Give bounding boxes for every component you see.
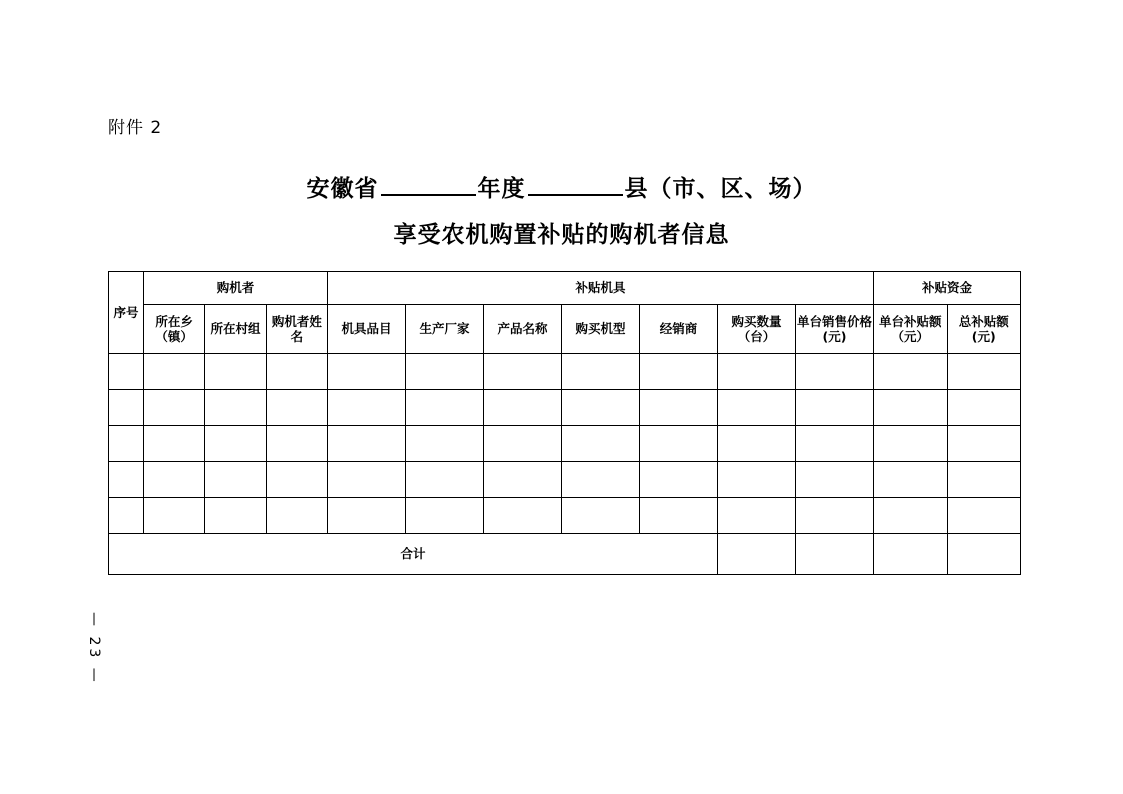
cell-model[interactable] bbox=[562, 498, 640, 534]
cell-dealer[interactable] bbox=[640, 354, 718, 390]
cell-dealer[interactable] bbox=[640, 390, 718, 426]
header-manufacturer: 生产厂家 bbox=[406, 305, 484, 354]
cell-quantity[interactable] bbox=[718, 462, 796, 498]
cell-serial[interactable] bbox=[109, 354, 144, 390]
title-province: 安徽省 bbox=[306, 176, 379, 202]
title-line-1 bbox=[0, 170, 1123, 203]
subsidy-buyer-table bbox=[108, 271, 1021, 575]
header-model: 购买机型 bbox=[562, 305, 640, 354]
cell-manufacturer[interactable] bbox=[406, 498, 484, 534]
header-product-name: 产品名称 bbox=[484, 305, 562, 354]
cell-unit-price[interactable] bbox=[796, 426, 874, 462]
cell-product-name[interactable] bbox=[484, 462, 562, 498]
header-buyer-name: 购机者姓名 bbox=[266, 305, 327, 354]
cell-serial[interactable] bbox=[109, 498, 144, 534]
page-title bbox=[0, 170, 1123, 249]
cell-quantity[interactable] bbox=[718, 426, 796, 462]
cell-buyer-name[interactable] bbox=[266, 498, 327, 534]
table-group-header-row bbox=[109, 272, 1021, 305]
cell-township[interactable] bbox=[144, 462, 205, 498]
header-dealer: 经销商 bbox=[640, 305, 718, 354]
cell-machine-category[interactable] bbox=[328, 426, 406, 462]
cell-unit-price[interactable] bbox=[796, 462, 874, 498]
cell-product-name[interactable] bbox=[484, 390, 562, 426]
page-number: — 23 — bbox=[86, 612, 102, 685]
cell-product-name[interactable] bbox=[484, 354, 562, 390]
header-machine-category: 机具品目 bbox=[328, 305, 406, 354]
total-unit-subsidy[interactable] bbox=[874, 534, 948, 575]
cell-total-subsidy[interactable] bbox=[947, 354, 1021, 390]
cell-village[interactable] bbox=[205, 498, 266, 534]
cell-total-subsidy[interactable] bbox=[947, 390, 1021, 426]
cell-machine-category[interactable] bbox=[328, 390, 406, 426]
cell-unit-subsidy[interactable] bbox=[874, 390, 948, 426]
cell-quantity[interactable] bbox=[718, 498, 796, 534]
header-buyer-group: 购机者 bbox=[144, 272, 328, 305]
cell-model[interactable] bbox=[562, 390, 640, 426]
table-total-row bbox=[109, 534, 1021, 575]
cell-village[interactable] bbox=[205, 354, 266, 390]
cell-model[interactable] bbox=[562, 354, 640, 390]
cell-machine-category[interactable] bbox=[328, 498, 406, 534]
cell-model[interactable] bbox=[562, 462, 640, 498]
header-serial: 序号 bbox=[109, 272, 144, 354]
total-unit-price[interactable] bbox=[796, 534, 874, 575]
table-row[interactable] bbox=[109, 390, 1021, 426]
cell-product-name[interactable] bbox=[484, 498, 562, 534]
header-fund-group: 补贴资金 bbox=[874, 272, 1021, 305]
cell-dealer[interactable] bbox=[640, 498, 718, 534]
cell-dealer[interactable] bbox=[640, 426, 718, 462]
cell-buyer-name[interactable] bbox=[266, 462, 327, 498]
total-subsidy[interactable] bbox=[947, 534, 1021, 575]
cell-manufacturer[interactable] bbox=[406, 426, 484, 462]
cell-serial[interactable] bbox=[109, 462, 144, 498]
header-machine-group: 补贴机具 bbox=[328, 272, 874, 305]
year-blank bbox=[381, 176, 476, 196]
cell-township[interactable] bbox=[144, 354, 205, 390]
cell-village[interactable] bbox=[205, 462, 266, 498]
cell-unit-price[interactable] bbox=[796, 354, 874, 390]
cell-total-subsidy[interactable] bbox=[947, 426, 1021, 462]
cell-quantity[interactable] bbox=[718, 354, 796, 390]
table-row[interactable] bbox=[109, 498, 1021, 534]
cell-machine-category[interactable] bbox=[328, 462, 406, 498]
cell-township[interactable] bbox=[144, 498, 205, 534]
cell-village[interactable] bbox=[205, 426, 266, 462]
header-unit-subsidy: 单台补贴额（元） bbox=[874, 305, 948, 354]
cell-buyer-name[interactable] bbox=[266, 390, 327, 426]
cell-village[interactable] bbox=[205, 390, 266, 426]
county-blank bbox=[528, 176, 623, 196]
header-quantity: 购买数量（台） bbox=[718, 305, 796, 354]
title-line-2: 享受农机购置补贴的购机者信息 bbox=[393, 222, 730, 248]
cell-total-subsidy[interactable] bbox=[947, 462, 1021, 498]
cell-quantity[interactable] bbox=[718, 390, 796, 426]
cell-dealer[interactable] bbox=[640, 462, 718, 498]
cell-unit-subsidy[interactable] bbox=[874, 354, 948, 390]
title-county-suffix: 县（市、区、场） bbox=[624, 176, 817, 202]
total-label: 合计 bbox=[109, 534, 718, 575]
cell-unit-price[interactable] bbox=[796, 498, 874, 534]
header-township: 所在乡（镇） bbox=[144, 305, 205, 354]
cell-product-name[interactable] bbox=[484, 426, 562, 462]
cell-manufacturer[interactable] bbox=[406, 354, 484, 390]
cell-serial[interactable] bbox=[109, 390, 144, 426]
total-quantity[interactable] bbox=[718, 534, 796, 575]
cell-unit-subsidy[interactable] bbox=[874, 426, 948, 462]
attachment-label: 附件 2 bbox=[108, 118, 163, 138]
cell-serial[interactable] bbox=[109, 426, 144, 462]
table-row[interactable] bbox=[109, 426, 1021, 462]
table-row[interactable] bbox=[109, 354, 1021, 390]
cell-township[interactable] bbox=[144, 390, 205, 426]
cell-manufacturer[interactable] bbox=[406, 390, 484, 426]
header-total-subsidy: 总补贴额(元) bbox=[947, 305, 1021, 354]
cell-buyer-name[interactable] bbox=[266, 354, 327, 390]
cell-total-subsidy[interactable] bbox=[947, 498, 1021, 534]
cell-machine-category[interactable] bbox=[328, 354, 406, 390]
header-village: 所在村组 bbox=[205, 305, 266, 354]
cell-buyer-name[interactable] bbox=[266, 426, 327, 462]
cell-unit-subsidy[interactable] bbox=[874, 462, 948, 498]
cell-manufacturer[interactable] bbox=[406, 462, 484, 498]
title-year-suffix: 年度 bbox=[477, 176, 526, 202]
header-unit-price: 单台销售价格(元) bbox=[796, 305, 874, 354]
table-column-header-row bbox=[109, 305, 1021, 354]
cell-model[interactable] bbox=[562, 426, 640, 462]
cell-unit-subsidy[interactable] bbox=[874, 498, 948, 534]
table-row[interactable] bbox=[109, 462, 1021, 498]
cell-township[interactable] bbox=[144, 426, 205, 462]
cell-unit-price[interactable] bbox=[796, 390, 874, 426]
